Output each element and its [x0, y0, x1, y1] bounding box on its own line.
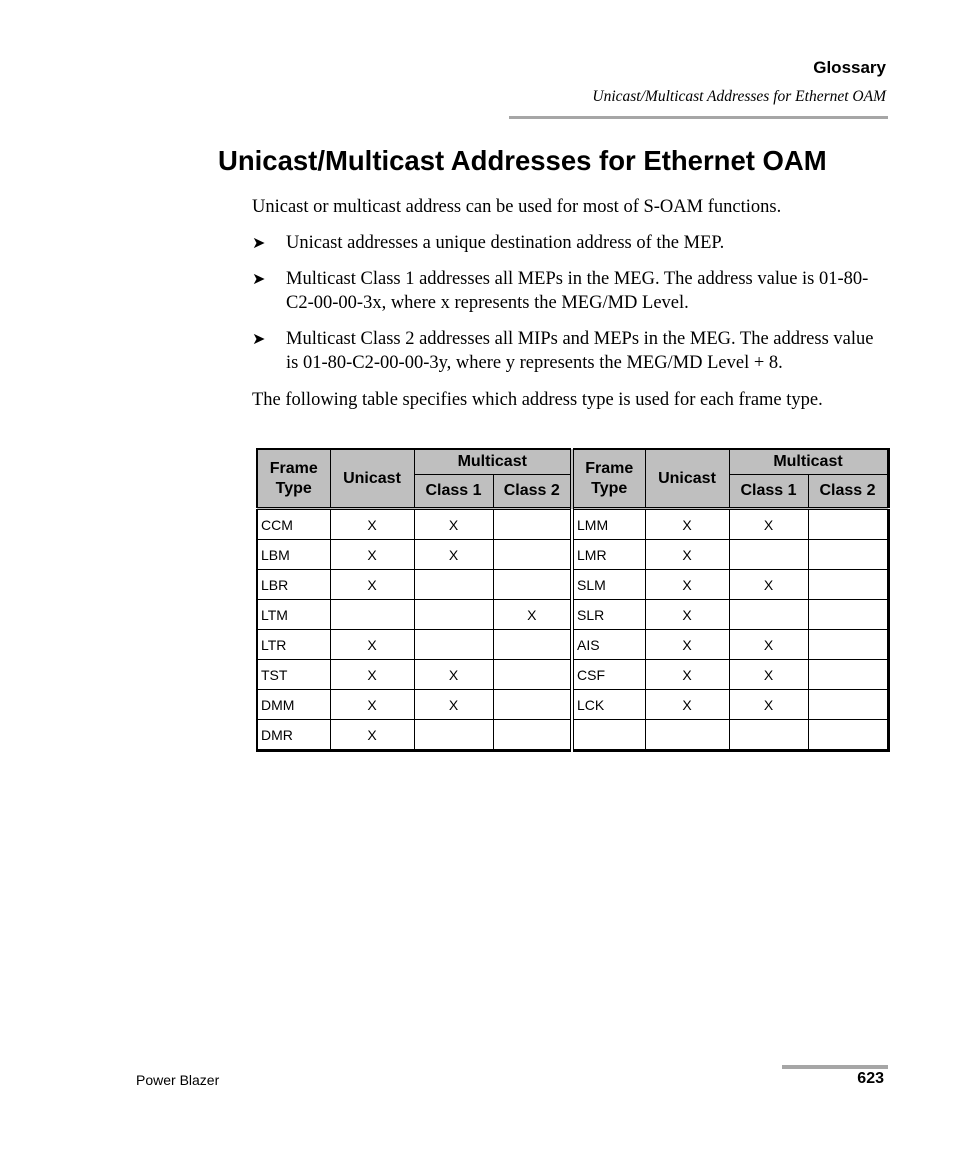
header-class-1: Class 1 — [414, 475, 493, 509]
unicast-cell: X — [330, 570, 414, 600]
class-1-cell — [729, 600, 808, 630]
table-row — [257, 509, 888, 540]
page-number: 623 — [857, 1070, 884, 1087]
arrow-bullet-icon: ➤ — [252, 235, 266, 252]
frame-type-cell: LBR — [257, 570, 330, 600]
class-1-cell — [729, 540, 808, 570]
class-1-cell — [729, 720, 808, 751]
class-2-cell — [493, 540, 572, 570]
frame-type-cell: LTR — [257, 630, 330, 660]
frame-type-cell: AIS — [572, 630, 645, 660]
frame-type-cell: SLM — [572, 570, 645, 600]
class-2-cell — [493, 630, 572, 660]
class-1-cell: X — [414, 509, 493, 540]
class-1-cell — [414, 630, 493, 660]
arrow-bullet-icon: ➤ — [252, 271, 266, 288]
bullet-text: Multicast Class 1 addresses all MEPs in the MEG. The address value is 01-80-C2-00-00-3x, where x represents the MEG/MD Level. — [286, 269, 869, 313]
unicast-cell: X — [645, 540, 729, 570]
class-1-cell: X — [729, 570, 808, 600]
header-class-2: Class 2 — [493, 475, 572, 509]
frame-type-cell: TST — [257, 660, 330, 690]
frame-type-cell: LCK — [572, 690, 645, 720]
class-1-cell: X — [729, 690, 808, 720]
unicast-cell: X — [645, 690, 729, 720]
header-frame-type: Frame Type — [257, 449, 330, 509]
frame-address-table — [256, 448, 890, 752]
header-divider — [509, 116, 888, 119]
table-row — [257, 630, 888, 660]
header-multicast: Multicast — [414, 449, 572, 475]
header-class-1: Class 1 — [729, 475, 808, 509]
class-1-cell: X — [729, 660, 808, 690]
class-1-cell: X — [729, 509, 808, 540]
class-1-cell — [414, 570, 493, 600]
class-2-cell — [493, 690, 572, 720]
frame-type-cell — [572, 720, 645, 751]
frame-type-cell: CSF — [572, 660, 645, 690]
unicast-cell: X — [330, 660, 414, 690]
header-multicast: Multicast — [729, 449, 888, 475]
header-unicast: Unicast — [645, 449, 729, 509]
frame-type-cell: LBM — [257, 540, 330, 570]
frame-type-cell: LMR — [572, 540, 645, 570]
unicast-cell: X — [330, 540, 414, 570]
header-subsection-title: Unicast/Multicast Addresses for Ethernet OAM — [592, 88, 886, 105]
unicast-cell: X — [330, 720, 414, 751]
frame-type-cell: CCM — [257, 509, 330, 540]
bullet-text: Unicast addresses a unique destination address of the MEP. — [286, 233, 725, 253]
frame-type-cell: DMM — [257, 690, 330, 720]
unicast-cell — [645, 720, 729, 751]
class-2-cell — [808, 720, 888, 751]
footer-divider — [782, 1065, 888, 1069]
unicast-cell: X — [330, 690, 414, 720]
table-row — [257, 570, 888, 600]
arrow-bullet-icon: ➤ — [252, 331, 266, 348]
unicast-cell: X — [645, 630, 729, 660]
class-1-cell: X — [414, 660, 493, 690]
intro-paragraph: Unicast or multicast address can be used for most of S-OAM functions. — [252, 197, 782, 217]
header-unicast: Unicast — [330, 449, 414, 509]
footer-product-name: Power Blazer — [136, 1072, 220, 1088]
class-1-cell: X — [729, 630, 808, 660]
class-2-cell — [493, 509, 572, 540]
table-row — [257, 660, 888, 690]
class-1-cell — [414, 720, 493, 751]
class-2-cell — [808, 630, 888, 660]
header-class-2: Class 2 — [808, 475, 888, 509]
table-row — [257, 540, 888, 570]
frame-type-cell: LMM — [572, 509, 645, 540]
class-2-cell — [808, 690, 888, 720]
unicast-cell: X — [645, 570, 729, 600]
frame-type-cell: LTM — [257, 600, 330, 630]
unicast-cell — [330, 600, 414, 630]
page-title: Unicast/Multicast Addresses for Ethernet OAM — [218, 145, 827, 176]
class-2-cell — [808, 509, 888, 540]
class-2-cell: X — [493, 600, 572, 630]
table-row — [257, 690, 888, 720]
header-frame-type: Frame Type — [572, 449, 645, 509]
frame-type-cell: SLR — [572, 600, 645, 630]
unicast-cell: X — [645, 509, 729, 540]
table-intro-paragraph: The following table specifies which address type is used for each frame type. — [252, 390, 823, 410]
class-2-cell — [493, 660, 572, 690]
class-2-cell — [808, 660, 888, 690]
class-1-cell: X — [414, 540, 493, 570]
class-2-cell — [808, 540, 888, 570]
frame-type-cell: DMR — [257, 720, 330, 751]
table-row — [257, 720, 888, 751]
class-2-cell — [493, 720, 572, 751]
unicast-cell: X — [330, 509, 414, 540]
bullet-text: Multicast Class 2 addresses all MIPs and MEPs in the MEG. The address value is 01-80-C2-00-00-3y, where y represents the MEG/MD Level + 8. — [286, 329, 874, 373]
class-1-cell — [414, 600, 493, 630]
class-1-cell: X — [414, 690, 493, 720]
class-2-cell — [808, 600, 888, 630]
table-row — [257, 600, 888, 630]
class-2-cell — [493, 570, 572, 600]
unicast-cell: X — [645, 600, 729, 630]
unicast-cell: X — [330, 630, 414, 660]
header-section-title: Glossary — [813, 58, 886, 77]
unicast-cell: X — [645, 660, 729, 690]
class-2-cell — [808, 570, 888, 600]
